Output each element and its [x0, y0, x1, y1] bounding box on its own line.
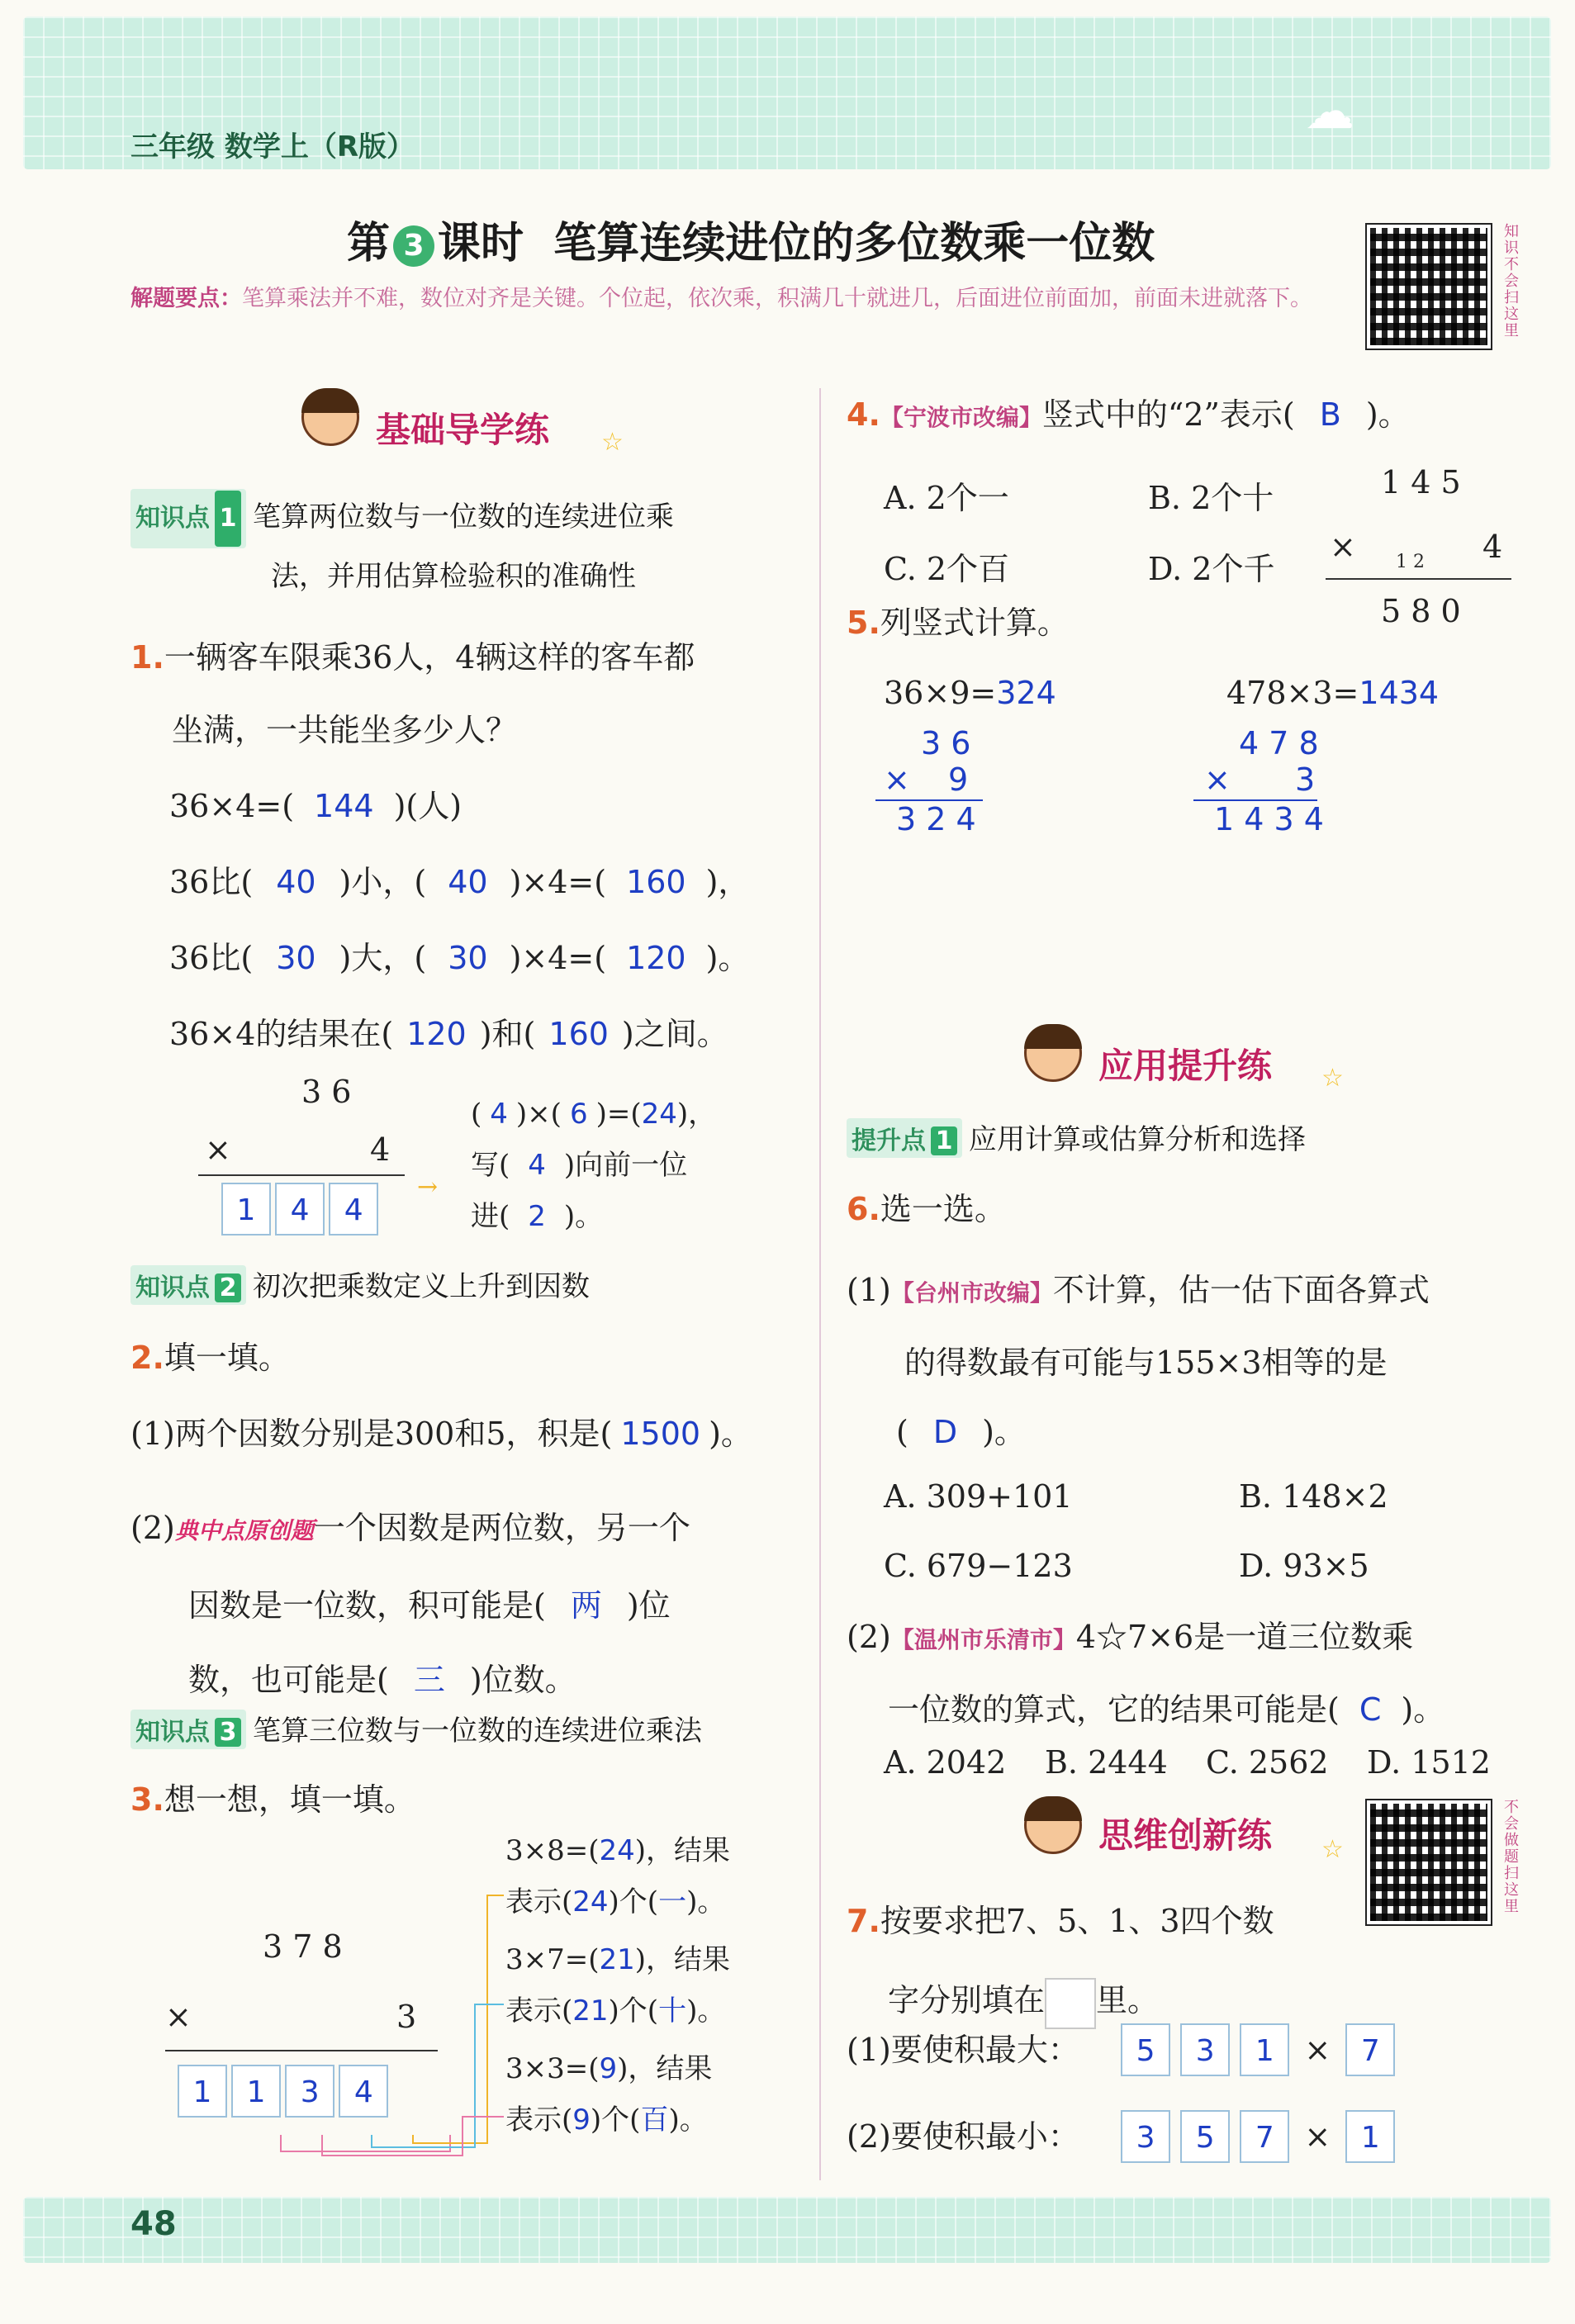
question-6: 6.选一选。: [847, 1191, 1006, 1227]
tips-label: 解题要点：: [130, 286, 242, 311]
q6-part1: (1)【台州市改编】不计算，估一估下面各算式 的得数最有可能与155×3相等的是 ( D )。: [847, 1272, 1430, 1450]
knowledge-point-2: 知识点 2 初次把乘数定义上升到因数: [130, 1264, 590, 1305]
answer: 160: [626, 864, 686, 900]
section-think: 思维创新练: [1098, 1815, 1273, 1856]
answer: 160: [548, 1016, 609, 1052]
q1-answers: [169, 768, 749, 1072]
q4-options: A. 2个一 B. 2个十 C. 2个百 D. 2个千: [884, 480, 1275, 587]
grade-label: [130, 124, 415, 164]
star-icon: ☆: [1321, 1835, 1344, 1864]
qr-side-text: 知识不会扫这里: [1501, 223, 1519, 339]
q4-vert-line: [1326, 578, 1511, 580]
q1-row4: 36×4的结果在( 120 )和( 160 )之间。: [169, 1016, 728, 1052]
q5-e2-res: 1 4 3 4: [1214, 801, 1324, 837]
q4-vert-times: ×: [1330, 529, 1356, 565]
q1-vert-times: ×: [205, 1131, 231, 1168]
question-3: 3.想一想，填一填。: [130, 1781, 415, 1818]
kp1-text: 笔算两位数与一位数的连续进位乘: [253, 500, 674, 534]
q4-vert-mul: 4: [1482, 529, 1503, 565]
lift-point-1: 提升点 1 应用计算或估算分析和选择: [847, 1117, 1306, 1158]
arrow-icon: →: [417, 1173, 439, 1202]
column-divider: [819, 388, 821, 2180]
subject-text: 数学上（R版）: [224, 130, 415, 164]
q5-e1-mul: 9: [948, 761, 969, 798]
answer: 120: [406, 1016, 467, 1052]
cloud-icon: ☁: [1305, 83, 1354, 140]
q6-options-2: A. 2042 B. 2444 C. 2562 D. 1512: [884, 1744, 1491, 1781]
result-box: 4: [339, 2065, 388, 2118]
result-box: 4: [275, 1183, 325, 1236]
answer: 1500: [620, 1416, 701, 1452]
q7-part2: (2)要使积最小： 3 5 7 × 1: [847, 2110, 1395, 2163]
answer: 40: [448, 864, 488, 900]
q1-line1: 一辆客车限乘36人，4辆这样的客车都: [164, 639, 695, 676]
answer: 30: [448, 940, 488, 976]
result-box: 1: [178, 2065, 227, 2118]
kp1-text-2: 法，并用估算检验积的准确性: [271, 560, 636, 593]
q7-part1: (1)要使积最大： 5 3 1 × 7: [847, 2023, 1395, 2076]
qr-code-icon[interactable]: [1367, 225, 1491, 349]
q5-e1-res: 3 2 4: [896, 801, 976, 837]
q1-row2: 36比( 40 )小，( 40 )×4=( 160 )，: [169, 864, 750, 900]
q1-number: 1.: [130, 639, 164, 676]
title-suffix: 课时: [438, 219, 524, 268]
q4-vert-carry: 1 2: [1396, 552, 1425, 572]
q1-line2: 坐满，一共能坐多少人？: [172, 712, 518, 748]
q5-e2-top: 4 7 8: [1239, 725, 1319, 761]
q3-vert-mul: 3: [396, 1999, 417, 2035]
q1-vert-result: [221, 1183, 378, 1236]
q5-e2-mul: 3: [1295, 761, 1316, 798]
question-5: 5.列竖式计算。: [847, 605, 1069, 641]
tips-text: 笔算乘法并不难，数位对齐是关键。个位起，依次乘，积满几十就进几，后面进位前面加，前面未进就落下。: [242, 286, 1312, 311]
q1-vert-mul: 4: [370, 1131, 391, 1168]
kp-tag: 知识点 1: [130, 489, 246, 548]
q1-vert-line: [198, 1174, 405, 1176]
q1-row3: 36比( 30 )大，( 30 )×4=( 120 )。: [169, 940, 750, 976]
question-4: 4.【宁波市改编】竖式中的“2”表示( B )。: [847, 396, 1410, 433]
answer: 30: [276, 940, 316, 976]
lesson-number: 3: [393, 225, 434, 267]
q5-expr1: 36×9=324: [884, 675, 1056, 711]
star-icon: ☆: [1321, 1064, 1344, 1093]
q4-vert-result: 5 8 0: [1381, 593, 1461, 629]
knowledge-point-1: [130, 489, 808, 605]
q3-arrows: [273, 1829, 512, 2160]
q5-e1-times: ×: [884, 761, 910, 798]
answer: 120: [626, 940, 686, 976]
result-box: 4: [329, 1183, 378, 1236]
q1-note: ( 4 )×( 6 )=(24)， 写( 4 )向前一位 进( 2 )。: [471, 1098, 717, 1233]
qr-code-icon[interactable]: [1367, 1800, 1491, 1924]
result-box: 1: [231, 2065, 281, 2118]
title-prefix: 第: [347, 219, 391, 268]
q5-expr2: 478×3=1434: [1226, 675, 1440, 711]
q3-vert-top: 3 7 8: [263, 1928, 343, 1965]
q1-vert-top: 3 6: [301, 1074, 352, 1110]
q4-vert-top: 1 4 5: [1381, 464, 1461, 500]
answer: 40: [276, 864, 316, 900]
answer: 144: [314, 788, 374, 824]
knowledge-point-3: 知识点 3 笔算三位数与一位数的连续进位乘法: [130, 1708, 702, 1749]
result-box: 1: [221, 1183, 271, 1236]
original-tag: 典中点原创题: [174, 1517, 314, 1544]
q2-part1: (1)两个因数分别是300和5，积是( 1500 )。: [130, 1416, 752, 1452]
section-basic: 基础导学练: [376, 410, 550, 450]
tips: [130, 277, 1336, 320]
page-number: 48: [130, 2205, 177, 2243]
star-icon: ☆: [601, 428, 624, 457]
q5-e1-top: 3 6: [921, 725, 971, 761]
q6-options-1: A. 309+101 B. 148×2 C. 679−123 D. 93×5: [884, 1478, 1388, 1584]
q6-part2: (2)【温州市乐清市】4☆7×6是一道三位数乘 一位数的算式，它的结果可能是( C )。: [847, 1619, 1445, 1728]
q5-e2-times: ×: [1204, 761, 1231, 798]
q3-vert-times: ×: [165, 1999, 192, 2035]
lesson-title: [347, 208, 1155, 270]
q2-part2: (2)典中点原创题一个因数是两位数，另一个 因数是一位数，积可能是( 两 )位 数，也可能是( 三 )位数。: [130, 1510, 690, 1698]
result-box: 3: [285, 2065, 334, 2118]
grade-text: 三年级: [130, 130, 215, 164]
section-apply: 应用提升练: [1098, 1046, 1273, 1086]
qr-side-text: 不会做题扫这里: [1501, 1799, 1519, 1914]
footer-band: [23, 2197, 1551, 2263]
title-text: 笔算连续进位的多位数乘一位数: [553, 219, 1155, 268]
question-1: [130, 621, 816, 766]
q1-row1: 36×4=( 144 )(人): [169, 788, 463, 824]
q3-notes: 3×8=(24)，结果 表示(24)个(一)。 3×7=(21)，结果 表示(21)个(十)。 3×3=(9)，结果 表示(9)个(百)。: [505, 1834, 731, 2137]
question-2: 2.填一填。: [130, 1340, 290, 1376]
question-7: 7.按要求把7、5、1、3四个数 字分别填在 里。: [847, 1881, 1274, 2040]
blank-box: [1045, 1978, 1096, 2029]
